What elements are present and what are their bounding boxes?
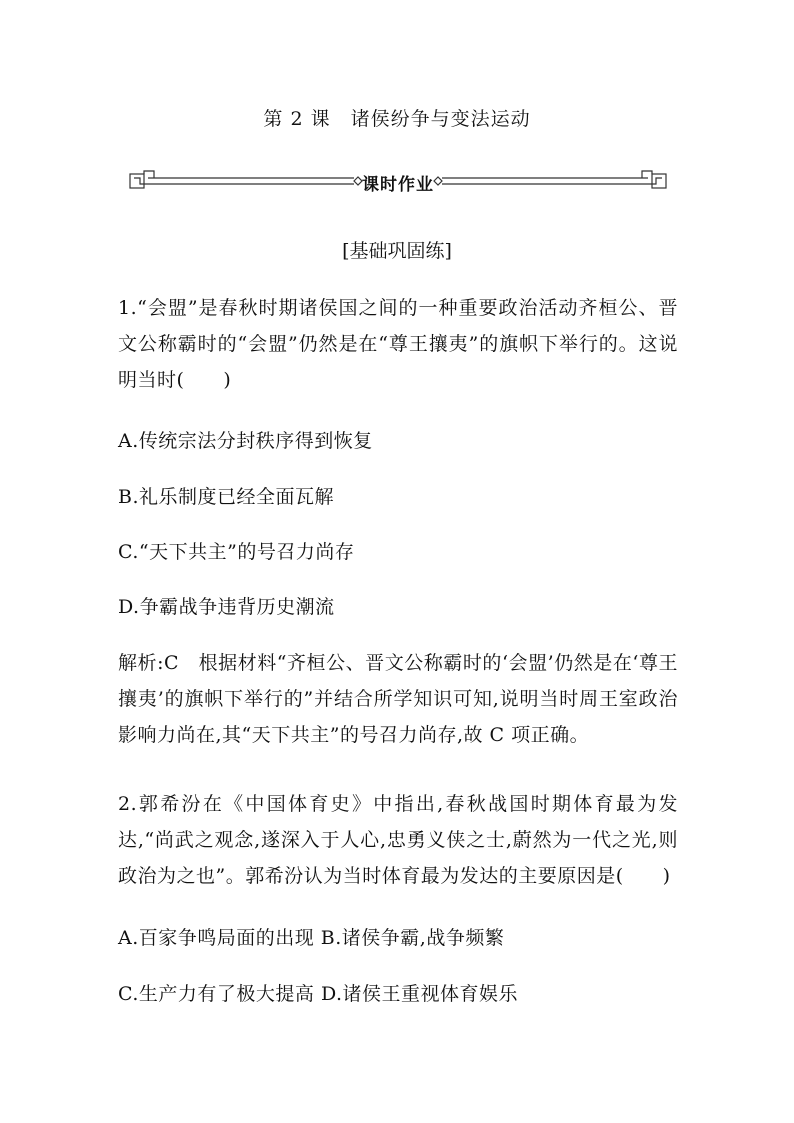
question-1-option-c: C.“天下共主”的号召力尚存 — [118, 541, 355, 563]
homework-banner — [128, 168, 668, 198]
question-1-option-d: D.争霸战争违背历史潮流 — [118, 596, 335, 618]
banner-label: 课时作业 — [362, 175, 434, 195]
section-heading: [基础巩固练] — [342, 240, 452, 262]
question-1-stem: 1.“会盟”是春秋时期诸侯国之间的一种重要政治活动齐桓公、晋文公称霸时的“会盟”仍然是在“尊王攘夷”的旗帜下举行的。这说明当时( ) — [118, 297, 678, 391]
question-2-options-ab: A.百家争鸣局面的出现 B.诸侯争霸,战争频繁 — [118, 927, 505, 949]
question-1-option-a: A.传统宗法分封秩序得到恢复 — [118, 430, 373, 452]
lesson-title: 第 2 课 诸侯纷争与变法运动 — [263, 108, 531, 130]
question-1-analysis: 解析:C 根据材料“齐桓公、晋文公称霸时的‘会盟’仍然是在‘尊王攘夷’的旗帜下举行的”并结合所学知识可知,说明当时周王室政治影响力尚在,其“天下共主”的号召力尚存,故 C 项正确。 — [118, 652, 678, 746]
question-2-options-cd: C.生产力有了极大提高 D.诸侯王重视体育娱乐 — [118, 983, 519, 1005]
question-2-stem: 2.郭希汾在《中国体育史》中指出,春秋战国时期体育最为发达,“尚武之观念,遂深入于人心,忠勇义侠之士,蔚然为一代之光,则政治为之也”。郭希汾认为当时体育最为发达的主要原因是( ) — [118, 793, 678, 887]
question-1-option-b: B.礼乐制度已经全面瓦解 — [118, 486, 335, 508]
